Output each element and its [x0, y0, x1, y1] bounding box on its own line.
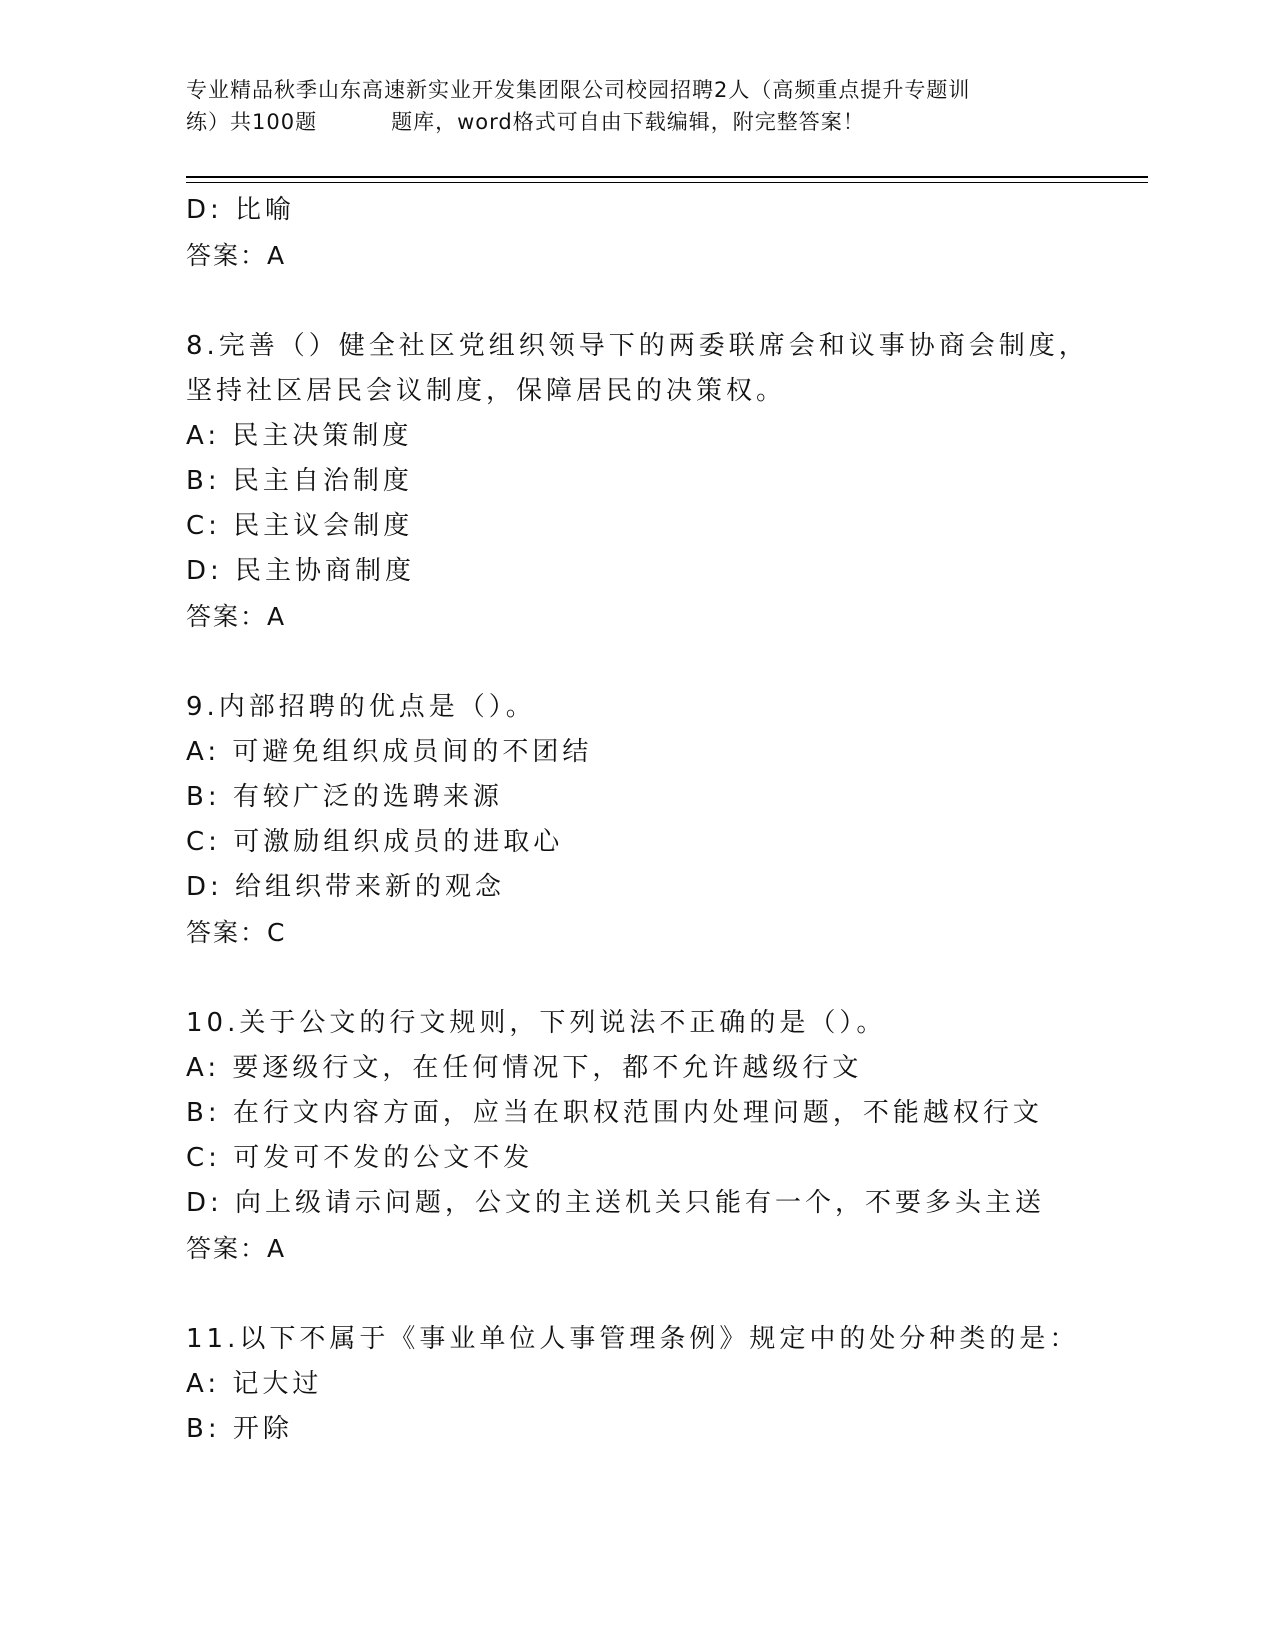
question-block-11 — [186, 1317, 1146, 1452]
option-label: D: — [186, 1188, 223, 1218]
option-label: D: — [186, 872, 223, 902]
prev-question-block — [186, 188, 1146, 278]
option-row — [186, 414, 1146, 459]
question-gap — [186, 278, 1146, 324]
option-label: A: — [186, 1053, 221, 1083]
option-text: 可激励组织成员的进取心 — [233, 827, 564, 857]
option-row — [186, 775, 1146, 820]
option-text: 向上级请示问题，公文的主送机关只能有一个，不要多头主送 — [235, 1188, 1046, 1218]
header-line-1: 专业精品秋季山东高速新实业开发集团限公司校园招聘2人（高频重点提升专题训 — [186, 78, 971, 102]
option-row — [186, 1046, 1146, 1091]
option-text: 比喻 — [235, 195, 296, 225]
option-text: 民主议会制度 — [233, 511, 414, 541]
question-gap — [186, 639, 1146, 685]
option-label: A: — [186, 737, 221, 767]
header-line-2-part-2: 题库，word格式可自由下载编辑，附完整答案！ — [391, 110, 865, 134]
header-line-2 — [186, 106, 1086, 138]
question-stem-line: 坚持社区居民会议制度，保障居民的决策权。 — [186, 376, 787, 406]
option-text: 开除 — [232, 1414, 293, 1444]
option-label: B: — [186, 782, 221, 812]
question-block-8 — [186, 324, 1146, 639]
question-gap — [186, 955, 1146, 1001]
answer-line: 答案：A — [186, 1234, 287, 1263]
option-label: C: — [186, 827, 221, 857]
option-text: 在行文内容方面，应当在职权范围内处理问题，不能越权行文 — [232, 1098, 1043, 1128]
option-label: D: — [186, 556, 223, 586]
option-text: 可避免组织成员间的不团结 — [232, 737, 593, 767]
option-row — [186, 1407, 1146, 1452]
question-stem-line: 11.以下不属于《事业单位人事管理条例》规定中的处分种类的是： — [186, 1324, 1080, 1354]
option-row — [186, 1136, 1146, 1181]
option-text: 民主协商制度 — [235, 556, 416, 586]
question-stem-line: 9.内部招聘的优点是（）。 — [186, 692, 536, 722]
question-gap — [186, 1271, 1146, 1317]
option-label: C: — [186, 511, 221, 541]
option-label: B: — [186, 1414, 221, 1444]
option-text: 要逐级行文，在任何情况下，都不允许越级行文 — [232, 1053, 863, 1083]
question-block-9 — [186, 685, 1146, 955]
option-label: B: — [186, 1098, 221, 1128]
option-label: A: — [186, 421, 221, 451]
option-label: A: — [186, 1369, 221, 1399]
option-text: 可发可不发的公文不发 — [233, 1143, 534, 1173]
header-divider-thin — [186, 182, 1148, 183]
option-row — [186, 459, 1146, 504]
option-text: 记大过 — [232, 1369, 323, 1399]
answer-line: 答案：A — [186, 602, 287, 631]
answer-line: 答案：C — [186, 918, 287, 947]
option-row — [186, 188, 1146, 233]
question-block-10 — [186, 1001, 1146, 1271]
header-line-2-part-1: 练）共100题 — [186, 110, 318, 134]
option-row — [186, 730, 1146, 775]
question-stem-line: 10.关于公文的行文规则，下列说法不正确的是（）。 — [186, 1008, 887, 1038]
question-stem-line: 8.完善（）健全社区党组织领导下的两委联席会和议事协商会制度， — [186, 331, 1089, 361]
option-row — [186, 1362, 1146, 1407]
option-row — [186, 504, 1146, 549]
page-header — [186, 74, 1086, 138]
option-text: 民主自治制度 — [232, 466, 413, 496]
header-divider-thick — [186, 176, 1148, 178]
option-row — [186, 820, 1146, 865]
option-text: 给组织带来新的观念 — [235, 872, 506, 902]
option-row — [186, 1091, 1146, 1136]
option-label: B: — [186, 466, 221, 496]
answer-line: 答案：A — [186, 241, 287, 270]
option-label: D: — [186, 195, 223, 225]
option-row — [186, 865, 1146, 910]
option-row — [186, 1181, 1146, 1226]
option-label: C: — [186, 1143, 221, 1173]
option-row — [186, 549, 1146, 594]
question-list — [186, 188, 1146, 1452]
option-text: 有较广泛的选聘来源 — [232, 782, 503, 812]
option-text: 民主决策制度 — [232, 421, 413, 451]
